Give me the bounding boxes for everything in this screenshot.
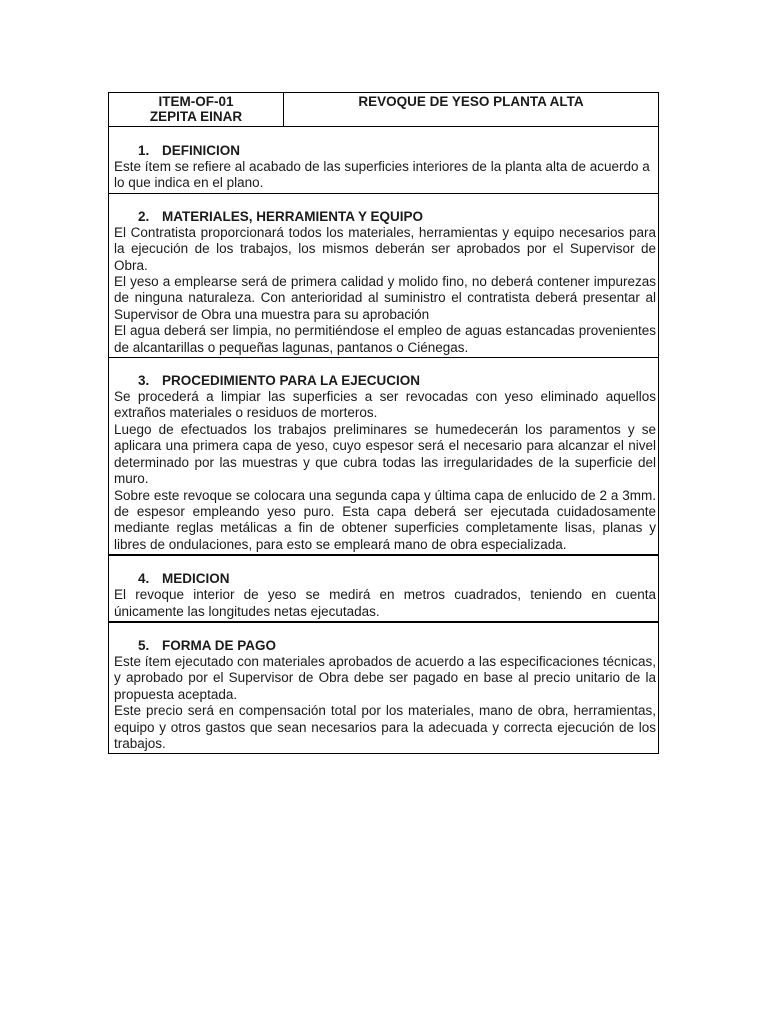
item-identifier xyxy=(109,93,284,126)
paragraph: El yeso a emplearse será de primera calidad y molido fino, no deberá contener impurezas de ninguna naturaleza. Con anterioridad al suministro el contratista deberá presentar al Supervisor de Obra una muestra para su aprobación xyxy=(114,274,656,322)
section-number: 2. xyxy=(138,208,150,224)
paragraph: El revoque interior de yeso se medirá en metros cuadrados, teniendo en cuenta únicamente las longitudes netas ejecutadas. xyxy=(114,587,656,619)
section-forma-de-pago xyxy=(109,638,658,753)
section-heading xyxy=(114,571,656,587)
paragraph: Se procederá a limpiar las superficies a ser revocadas con yeso eliminado aquellos extraños materiales o residuos de morteros. xyxy=(114,389,656,421)
paragraph: Este ítem ejecutado con materiales aprobados de acuerdo a las especificaciones técnicas, y aprobado por el Supervisor de Obra debe ser pagado en base al precio unitario de la propuesta aceptada. xyxy=(114,653,656,702)
spec-document xyxy=(108,92,659,754)
section-title: FORMA DE PAGO xyxy=(162,637,276,653)
section-heading xyxy=(114,638,656,654)
section-materiales xyxy=(109,209,658,358)
section-number: 1. xyxy=(138,143,150,158)
paragraph: El agua deberá ser limpia, no permitiéndose el empleo de aguas estancadas provenientes de alcantarillas o pequeñas lagunas, pantanos o Ciénegas. xyxy=(114,323,656,355)
section-number: 3. xyxy=(138,373,150,389)
section-number: 4. xyxy=(138,571,150,587)
paragraph: Este ítem se refiere al acabado de las superficies interiores de la planta alta de acuerdo a lo que indica en el plano. xyxy=(114,159,650,191)
item-code: ITEM-OF-01 xyxy=(158,94,234,109)
section-procedimiento xyxy=(109,373,658,556)
section-number: 5. xyxy=(138,637,150,653)
document-title: REVOQUE DE YESO PLANTA ALTA xyxy=(358,94,584,109)
paragraph: Este precio será en compensación total por los materiales, mano de obra, herramientas, equipo y otros gastos que sean necesarios para la adecuada y correcta ejecución de los trabajos. xyxy=(114,703,656,751)
section-title: DEFINICION xyxy=(162,143,241,158)
author-name: ZEPITA EINAR xyxy=(149,109,243,124)
section-title: PROCEDIMIENTO PARA LA EJECUCION xyxy=(162,373,421,389)
section-medicion xyxy=(109,571,658,623)
section-definicion xyxy=(109,143,658,194)
paragraph: Sobre este revoque se colocara una segunda capa y última capa de enlucido de 2 a 3mm. de espesor empleando yeso puro. Esta capa deberá ser ejecutada cuidadosamente mediante reglas metálicas a fin de obtener superficies completamente lisas, planas y libres de ondulaciones, para esto se empleará mano de obra especializada. xyxy=(114,487,656,552)
paragraph: El Contratista proporcionará todos los materiales, herramientas y equipo necesarios para la ejecución de los trabajos, los mismos deberán ser aprobados por el Supervisor de Obra. xyxy=(114,224,656,273)
section-title: MATERIALES, HERRAMIENTA Y EQUIPO xyxy=(162,208,424,224)
section-heading xyxy=(114,209,656,225)
paragraph: Luego de efectuados los trabajos preliminares se humedecerán los paramentos y se aplicara una primera capa de yeso, cuyo espesor será el necesario para alcanzar el nivel determinado por las muestras y que cubra todas las irregularidades de la superficie del muro. xyxy=(114,421,656,487)
section-heading xyxy=(114,373,656,389)
section-title: MEDICION xyxy=(162,571,230,587)
header-row xyxy=(109,93,658,127)
section-heading xyxy=(114,143,656,159)
